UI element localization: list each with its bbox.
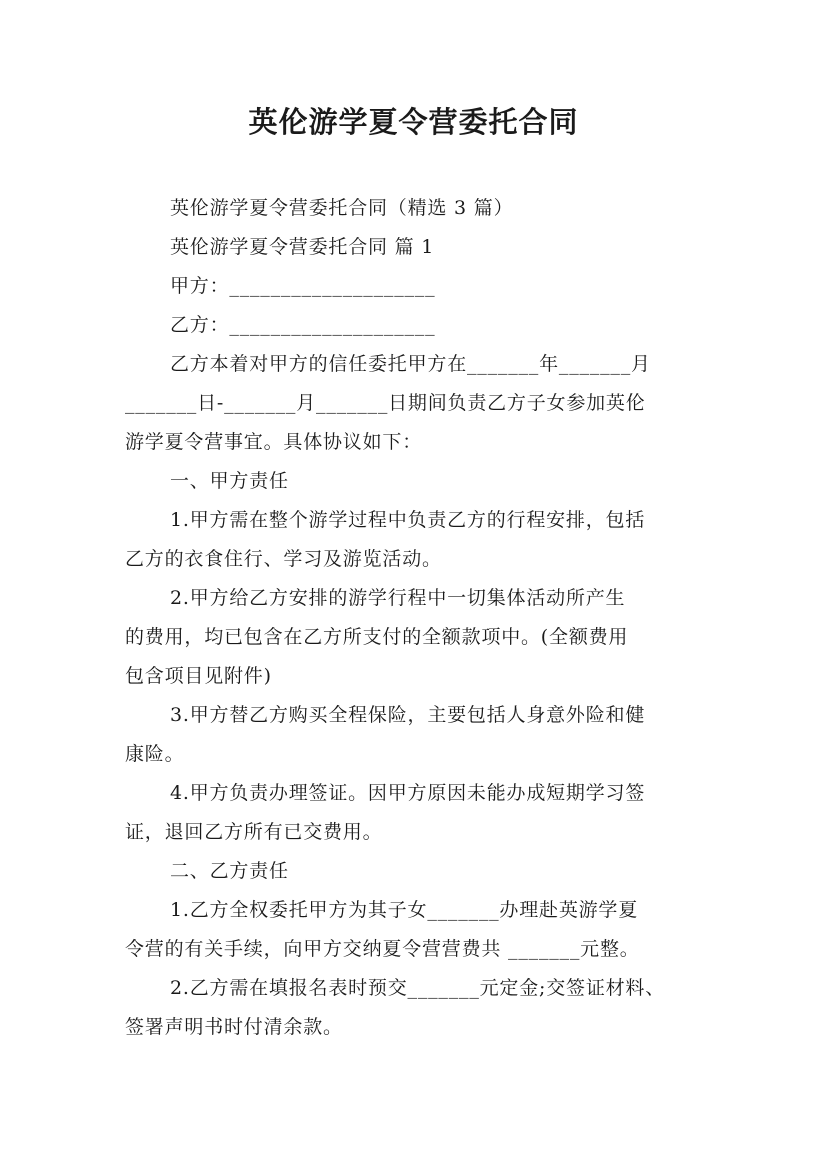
clause-line: 证，退回乙方所有已交费用。 (125, 821, 383, 843)
clause-line: 的费用，均已包含在乙方所支付的全额款项中。(全额费用 (125, 626, 629, 648)
paragraph-line: 乙方本着对甲方的信任委托甲方在_______年_______月 (170, 353, 651, 375)
clause-line: 2.甲方给乙方安排的游学行程中一切集体活动所产生 (170, 587, 626, 609)
document-title: 英伦游学夏令营委托合同 (248, 105, 579, 139)
clause-line: 3.甲方替乙方购买全程保险，主要包括人身意外险和健 (170, 704, 646, 726)
clause-line: 1.乙方全权委托甲方为其子女_______办理赴英游学夏 (170, 899, 639, 921)
party-a-line: 甲方：____________________ (170, 275, 436, 297)
clause-heading: 二、乙方责任 (170, 860, 289, 882)
clause-line: 包含项目见附件) (125, 665, 272, 687)
clause-line: 签署声明书时付清余款。 (125, 1016, 343, 1038)
clause-line: 乙方的衣食住行、学习及游览活动。 (125, 548, 442, 570)
clause-line: 令营的有关手续，向甲方交纳夏令营营费共 _______元整。 (125, 938, 640, 960)
clause-heading: 一、甲方责任 (170, 470, 289, 492)
clause-line: 4.甲方负责办理签证。因甲方原因未能办成短期学习签 (170, 782, 646, 804)
document-body (125, 189, 725, 1047)
paragraph-line: 游学夏令营事宜。具体协议如下： (125, 431, 423, 453)
subtitle-line: 英伦游学夏令营委托合同（精选 3 篇） (170, 197, 514, 219)
party-b-line: 乙方：____________________ (170, 314, 436, 336)
clause-line: 2.乙方需在填报名表时预交_______元定金;交签证材料、 (170, 977, 666, 999)
paragraph-line: _______日-_______月_______日期间负责乙方子女参加英伦 (125, 392, 646, 414)
section-heading: 英伦游学夏令营委托合同 篇 1 (170, 236, 435, 258)
clause-line: 1.甲方需在整个游学过程中负责乙方的行程安排，包括 (170, 509, 646, 531)
clause-line: 康险。 (125, 743, 185, 765)
